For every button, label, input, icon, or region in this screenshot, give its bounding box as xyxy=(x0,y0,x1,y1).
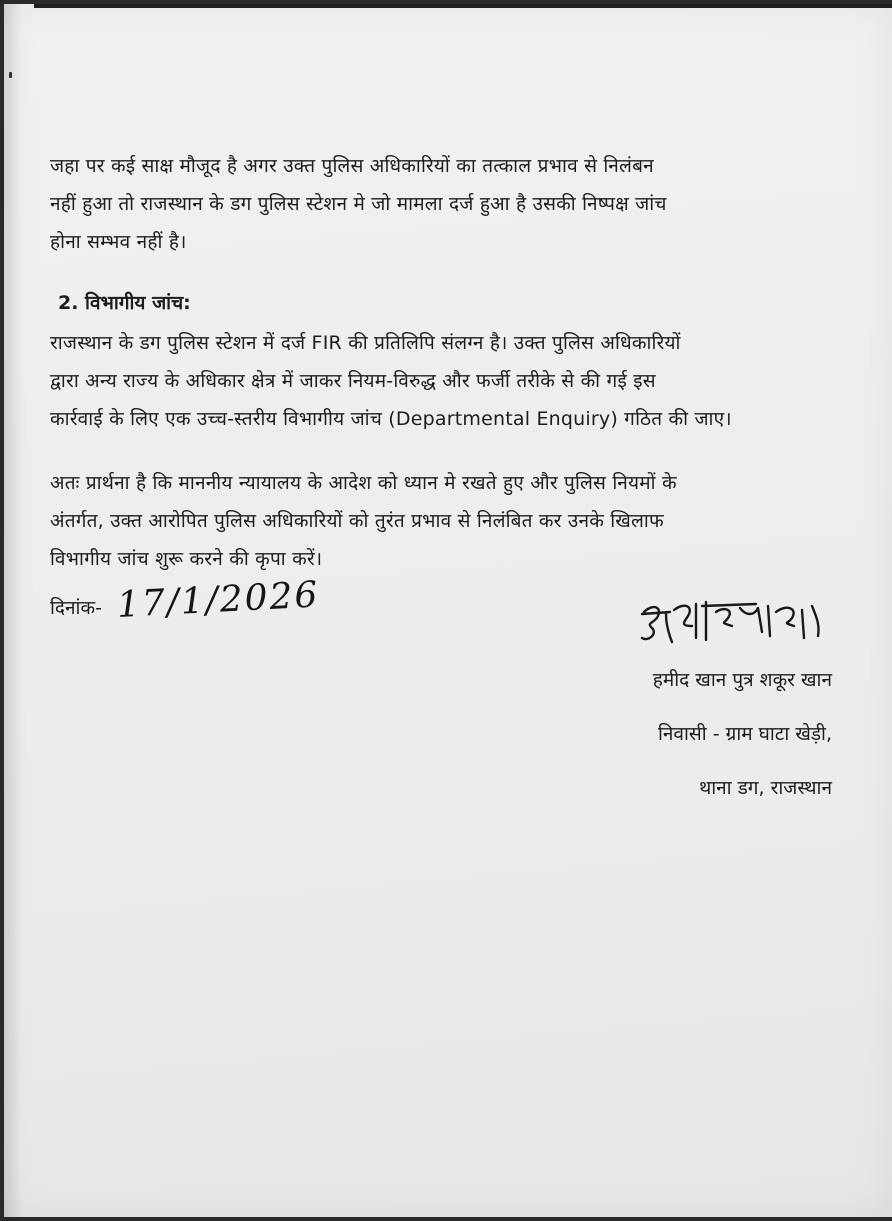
text-line: विभागीय जांच शुरू करने की कृपा करें। xyxy=(50,548,323,570)
text-line: जहा पर कई साक्ष मौजूद है अगर उक्त पुलिस अधिकारियों का तत्काल प्रभाव से निलंबन xyxy=(50,155,654,177)
handwritten-date: 17/1/2026 xyxy=(115,574,321,626)
text-line: अंतर्गत, उक्त आरोपित पुलिस अधिकारियों को तुरंत प्रभाव से निलंबित कर उनके खिलाफ xyxy=(50,510,664,532)
section-heading-departmental-enquiry: 2. विभागीय जांच: xyxy=(58,292,191,314)
page-shadow xyxy=(4,4,22,1221)
text-line: द्वारा अन्य राज्य के अधिकार क्षेत्र में जाकर नियम-विरुद्ध और फर्जी तरीके से की गई इस xyxy=(50,370,656,392)
page-top-edge xyxy=(34,4,892,8)
signer-address-police-station: थाना डग, राजस्थान xyxy=(699,777,832,799)
signature-image xyxy=(636,592,836,652)
text-line: कार्रवाई के लिए एक उच्च-स्तरीय विभागीय जांच (Departmental Enquiry) गठित की जाए। xyxy=(50,408,732,430)
letter-page xyxy=(4,4,892,1217)
paragraph-prayer xyxy=(50,464,850,578)
paragraph-departmental-enquiry xyxy=(50,324,850,438)
ink-mark xyxy=(9,72,12,78)
date-label: दिनांक- xyxy=(50,597,102,619)
text-line: राजस्थान के डग पुलिस स्टेशन में दर्ज FIR की प्रतिलिपि संलग्न है। उक्त पुलिस अधिकारियों xyxy=(50,332,681,354)
text-line: अतः प्रार्थना है कि माननीय न्यायालय के आदेश को ध्यान मे रखते हुए और पुलिस नियमों के xyxy=(50,472,677,494)
paragraph-suspension xyxy=(50,147,850,261)
text-line: नहीं हुआ तो राजस्थान के डग पुलिस स्टेशन मे जो मामला दर्ज हुआ है उसकी निष्पक्ष जांच xyxy=(50,193,667,215)
signer-name: हमीद खान पुत्र शकूर खान xyxy=(652,669,832,691)
signer-address-village: निवासी - ग्राम घाटा खेड़ी, xyxy=(657,723,832,745)
text-line: होना सम्भव नहीं है। xyxy=(50,231,187,253)
